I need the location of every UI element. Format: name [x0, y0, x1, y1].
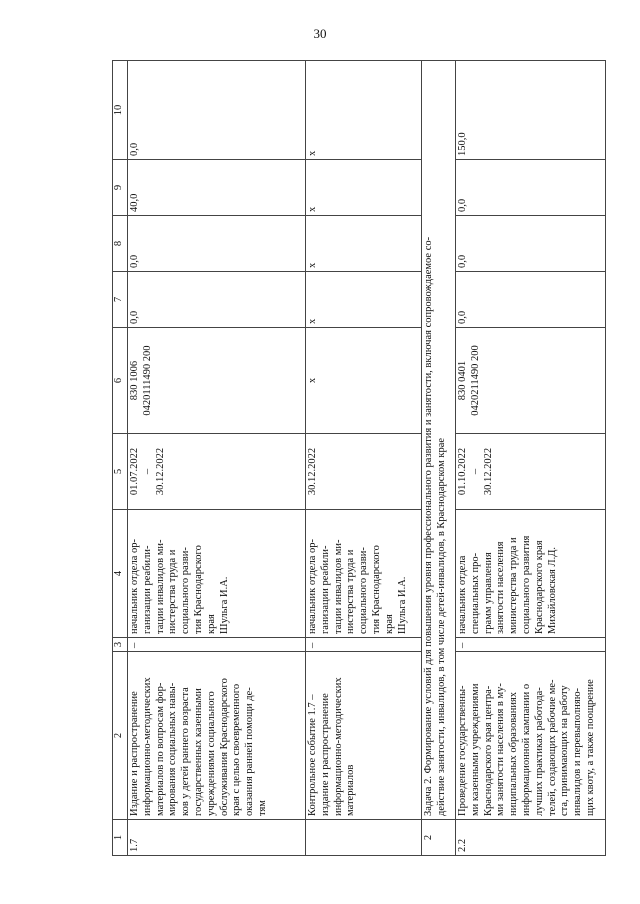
value-cell: 0,0	[128, 216, 306, 272]
row-number	[306, 820, 422, 856]
table-row	[306, 61, 422, 856]
header-row	[113, 61, 128, 856]
table-row	[456, 61, 606, 856]
header-cell: 7	[113, 272, 128, 328]
value-cell: 0,0	[456, 272, 606, 328]
header-cell: 10	[113, 61, 128, 160]
col3-cell: –	[128, 638, 306, 652]
header-cell: 4	[113, 510, 128, 638]
date-range: 30.12.2022	[306, 434, 422, 510]
value-cell: 0,0	[128, 61, 306, 160]
date-range: 01.10.2022 – 30.12.2022	[456, 434, 606, 510]
col3-cell: –	[456, 638, 606, 652]
program-measures-table	[112, 60, 606, 856]
header-cell: 6	[113, 328, 128, 434]
budget-code: 830 0401 0420211490 200	[456, 328, 606, 434]
measure-name: Проведение государственны- ми казенными учреждениями Краснодарского края центра- ми занятости населения в му- ниципальных образованиях информационной кампании о лучших практиках работода- телей, создающих рабочие ме- ста, принимающих на работу инвалидов и перевыполняю- щих квоту, а также поощрение	[456, 652, 606, 820]
value-cell: х	[306, 272, 422, 328]
task-heading: Задача 2. Формирование условий для повышения уровня профессионального развития и занятости, включая сопровождаемое со- действие занятости, инвалидов, в том числе детей-инвалидов, в Краснодарском крае	[422, 61, 456, 820]
page-number: 30	[313, 26, 327, 41]
value-cell: 0,0	[128, 272, 306, 328]
table-row	[128, 61, 306, 856]
table-row	[422, 61, 456, 856]
measure-name: Издание и распространение информационно-методических материалов по вопросам фор- мирования социальных навы- ков у детей раннего возраста государственных казенными учреждениями социального обслуживания Краснодарского края с целью своевременного оказания ранней помощи де- тям	[128, 652, 306, 820]
budget-code: х	[306, 328, 422, 434]
value-cell: х	[306, 216, 422, 272]
value-cell: 0,0	[456, 160, 606, 216]
row-number: 2.2	[456, 820, 606, 856]
col3-cell: –	[306, 638, 422, 652]
header-cell: 9	[113, 160, 128, 216]
header-cell: 2	[113, 652, 128, 820]
responsible-person: начальник отдела специальных про- грамм управления занятости населения министерства труда и социального развития Краснодарского края Михайловская Л.Д.	[456, 510, 606, 638]
value-cell: 0,0	[456, 216, 606, 272]
measure-name: Контрольное событие 1.7 – издание и распространение информационно-методических материалов	[306, 652, 422, 820]
budget-code: 830 1006 0420111490 200	[128, 328, 306, 434]
value-cell: 40,0	[128, 160, 306, 216]
row-number: 2	[422, 820, 456, 856]
value-cell: х	[306, 160, 422, 216]
responsible-person: начальник отдела ор- ганизации реабили- тации инвалидов ми- нистерства труда и социального разви- тия Краснодарского края Шульга И.А.	[128, 510, 306, 638]
responsible-person: начальник отдела ор- ганизации реабили- тации инвалидов ми- нистерства труда и социального разви- тия Краснодарского края Шульга И.А.	[306, 510, 422, 638]
date-range: 01.07.2022 – 30.12.2022	[128, 434, 306, 510]
header-cell: 8	[113, 216, 128, 272]
row-number: 1.7	[128, 820, 306, 856]
rotated-table-block	[112, 61, 632, 856]
header-cell: 5	[113, 434, 128, 510]
header-cell: 3	[113, 638, 128, 652]
value-cell: х	[306, 61, 422, 160]
value-cell: 150,0	[456, 61, 606, 160]
header-cell: 1	[113, 820, 128, 856]
